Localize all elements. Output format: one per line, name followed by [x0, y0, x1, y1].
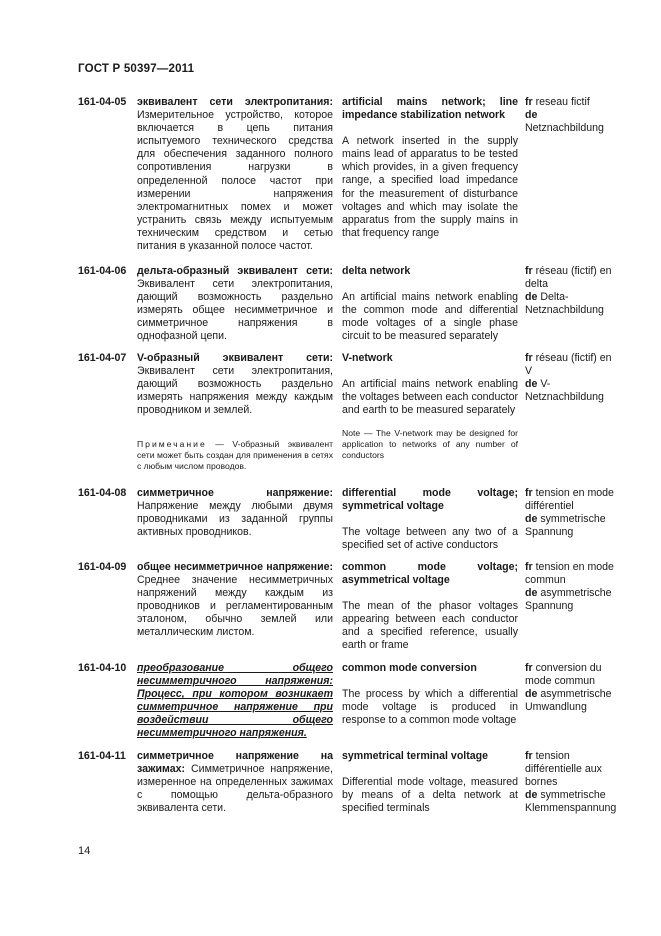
russian-definition: Эквивалент сети электропитания, дающий возможность раздельно измерять общее несимметричное и симметричное напряжения в однофазной цепи.: [137, 278, 333, 343]
english-term: symmetrical terminal voltage: [342, 750, 489, 762]
german-term: symmetrische Spannung: [525, 513, 606, 539]
german-term: Netznachbildung: [525, 122, 604, 135]
french-term: réseau (fictif) en V: [525, 352, 612, 378]
english-term: common mode voltage; asymmetrical voltage: [342, 561, 518, 587]
russian-definition: Симметричное напряжение, измеренное на определенных зажимах с помощью дельта-образного эквивалента сети.: [137, 763, 333, 815]
russian-term: дельта-образный эквивалент сети:: [137, 265, 333, 277]
english-text: [342, 352, 518, 461]
term-number: 161-04-07: [78, 352, 127, 364]
translations: [525, 96, 615, 135]
russian-text: [137, 352, 333, 472]
german-term: Delta-Netznachbildung: [525, 291, 604, 317]
note-text: — V-образный эквивалент сети может быть создан для применения в сетях с любым числом проводов.: [137, 439, 333, 472]
translations: [525, 487, 615, 539]
english-text: [342, 561, 518, 653]
russian-definition: Измерительное устройство, которое включается в цепь питания испытуемого технического средства для обеспечения заданного полного сопротивления нагрузки в определенной полосе частот при измерении напряжения электромагнитных помех и может устранить связь между испытуемым техническим средством и сетью питания в указанной полосе частот.: [137, 109, 333, 253]
french-term: conversion du mode commun: [525, 662, 602, 688]
fr-label: fr: [525, 352, 533, 364]
translations: [525, 352, 615, 404]
term-number: 161-04-11: [78, 750, 126, 762]
russian-note: [137, 439, 333, 472]
de-label: de: [525, 587, 538, 600]
english-term: common mode conversion: [342, 662, 477, 674]
german-term: V-Netznachbildung: [525, 378, 604, 404]
de-label: de: [525, 688, 538, 701]
term-number: 161-04-09: [78, 561, 127, 573]
french-term: réseau (fictif) en delta: [525, 265, 612, 291]
french-term: reseau fictif: [535, 96, 590, 108]
translations: [525, 561, 615, 613]
english-definition: An artificial mains network enabling the common mode and differential mode voltages of a single phase circuit to be measured separately: [342, 291, 518, 343]
english-definition: Differential mode voltage, measured by means of a delta network at specified terminals: [342, 776, 518, 815]
fr-label: fr: [525, 487, 533, 499]
term-number: 161-04-08: [78, 487, 127, 499]
english-text: [342, 96, 518, 240]
term-number: 161-04-06: [78, 265, 127, 277]
russian-term: V-образный эквивалент сети:: [137, 352, 333, 364]
russian-definition: Напряжение между любыми двумя проводниками из заданной группы активных проводников.: [137, 500, 333, 539]
english-definition: The mean of the phasor voltages appearing between each conductor and a specified reference, usually earth or frame: [342, 600, 518, 652]
english-text: [342, 662, 518, 727]
page-number: 14: [78, 845, 91, 857]
fr-label: fr: [525, 96, 533, 108]
russian-text: [137, 265, 333, 344]
french-term: tension différentielle aux bornes: [525, 750, 602, 789]
translations: [525, 265, 615, 317]
fr-label: fr: [525, 662, 533, 674]
english-text: [342, 265, 518, 343]
de-label: de: [525, 513, 538, 526]
russian-text: [137, 487, 333, 539]
de-label: de: [525, 789, 538, 802]
fr-label: fr: [525, 561, 533, 573]
de-label: de: [525, 109, 538, 122]
english-note: Note — The V-network may be designed for application to networks of any number of conductors: [342, 428, 518, 461]
russian-definition: Среднее значение несимметричных напряжений между каждым из проводников и регламентированным эталоном, обычно землей или металлическим листом.: [137, 574, 333, 639]
english-definition: The process by which a differential mode voltage is produced in response to a common mode voltage: [342, 688, 518, 727]
translations: [525, 750, 615, 815]
english-definition: A network inserted in the supply mains lead of apparatus to be tested which provides, in a given frequency range, a specified load impedance for the measurement of disturbance voltages and which may isolate the apparatus from the supply mains in that frequency range: [342, 135, 518, 239]
russian-term: эквивалент сети электропитания:: [137, 96, 333, 108]
de-label: de: [525, 291, 538, 304]
russian-text: [137, 561, 333, 640]
french-term: tension en mode différentiel: [525, 487, 614, 513]
english-term: differential mode voltage; symmetrical voltage: [342, 487, 518, 513]
english-text: [342, 750, 518, 815]
french-term: tension en mode commun: [525, 561, 614, 587]
russian-term: преобразование общего несимметричного напряжения: Процесс, при котором возникает симметричное напряжение при воздействии общего несимметричного напряжения.: [137, 662, 333, 740]
german-term: symmetrische Klemmenspannung: [525, 789, 617, 815]
english-definition: The voltage between any two of a specified set of active conductors: [342, 526, 518, 552]
fr-label: fr: [525, 265, 533, 277]
term-number: 161-04-10: [78, 662, 127, 674]
english-text: [342, 487, 518, 552]
russian-text: [137, 750, 333, 815]
russian-text: [137, 96, 333, 253]
russian-term: симметричное напряжение:: [137, 487, 333, 499]
fr-label: fr: [525, 750, 533, 762]
german-term: asymmetrische Spannung: [525, 587, 612, 613]
russian-term: симметричное напряжение на зажимах:: [137, 750, 333, 776]
german-term: asymmetrische Umwandlung: [525, 688, 612, 714]
russian-definition: Эквивалент сети электропитания, дающий возможность раздельно измерять напряжения между каждым проводником и землей.: [137, 365, 333, 417]
english-term: V-network: [342, 352, 393, 364]
note-label: Примечание: [137, 439, 207, 450]
english-term: artificial mains network; line impedance stabilization network: [342, 96, 518, 122]
de-label: de: [525, 378, 538, 391]
translations: [525, 662, 615, 714]
english-definition: An artificial mains network enabling the voltages between each conductor and earth to be measured separately: [342, 378, 518, 417]
english-term: delta network: [342, 265, 411, 277]
russian-term: общее несимметричное напряжение:: [137, 561, 333, 573]
term-number: 161-04-05: [78, 96, 127, 108]
russian-text: [137, 662, 333, 741]
page-header: ГОСТ Р 50397—2011: [78, 63, 195, 75]
